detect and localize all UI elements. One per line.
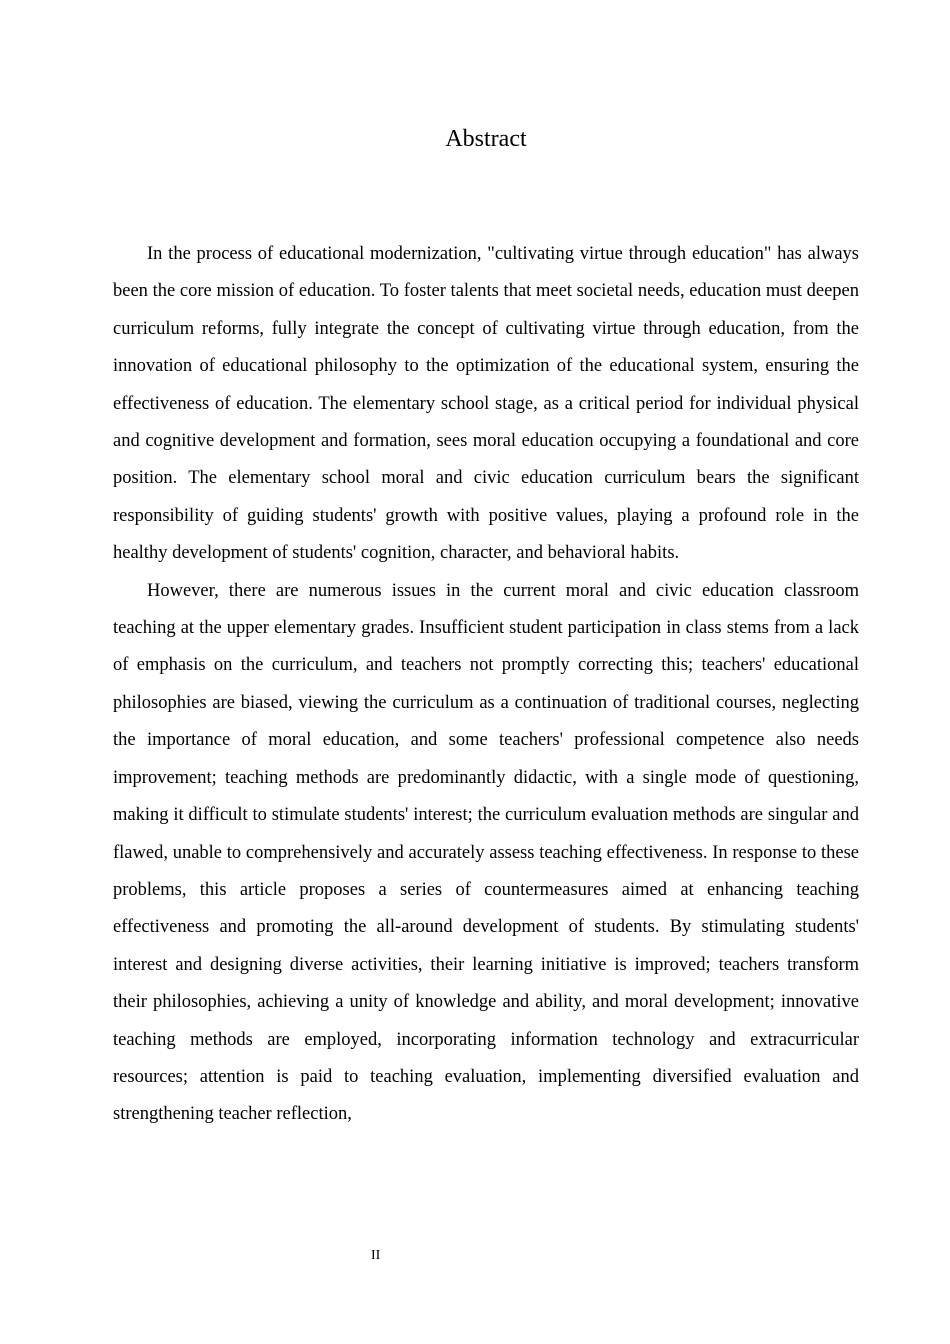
- abstract-paragraph-2: However, there are numerous issues in the current moral and civic education classroom teaching at the upper elementary grades. Insufficient student participation in class stems from a lack of emphasis on the curriculum, and teachers not promptly correcting this; teachers' educational philosophies are biased, viewing the curriculum as a continuation of traditional courses, neglecting the importance of moral education, and some teachers' professional competence also needs improvement; teaching methods are predominantly didactic, with a single mode of questioning, making it difficult to stimulate students' interest; the curriculum evaluation methods are singular and flawed, unable to comprehensively and accurately assess teaching effectiveness. In response to these problems, this article proposes a series of countermeasures aimed at enhancing teaching effectiveness and promoting the all-around development of students. By stimulating students' interest and designing diverse activities, their learning initiative is improved; teachers transform their philosophies, achieving a unity of knowledge and ability, and moral development; innovative teaching methods are employed, incorporating information technology and extracurricular resources; attention is paid to teaching evaluation, implementing diversified evaluation and strengthening teacher reflection,: [113, 580, 859, 1125]
- abstract-paragraph-1: In the process of educational modernization, "cultivating virtue through education" has always been the core mission of education. To foster talents that meet societal needs, education must deepen curriculum reforms, fully integrate the concept of cultivating virtue through education, from the innovation of educational philosophy to the optimization of the educational system, ensuring the effectiveness of education. The elementary school stage, as a critical period for individual physical and cognitive development and formation, sees moral education occupying a foundational and core position. The elementary school moral and civic education curriculum bears the significant responsibility of guiding students' growth with positive values, playing a profound role in the healthy development of students' cognition, character, and behavioral habits.: [113, 244, 859, 564]
- page-title: Abstract: [445, 126, 527, 152]
- page-number: II: [371, 1248, 381, 1263]
- abstract-body: [113, 236, 859, 1134]
